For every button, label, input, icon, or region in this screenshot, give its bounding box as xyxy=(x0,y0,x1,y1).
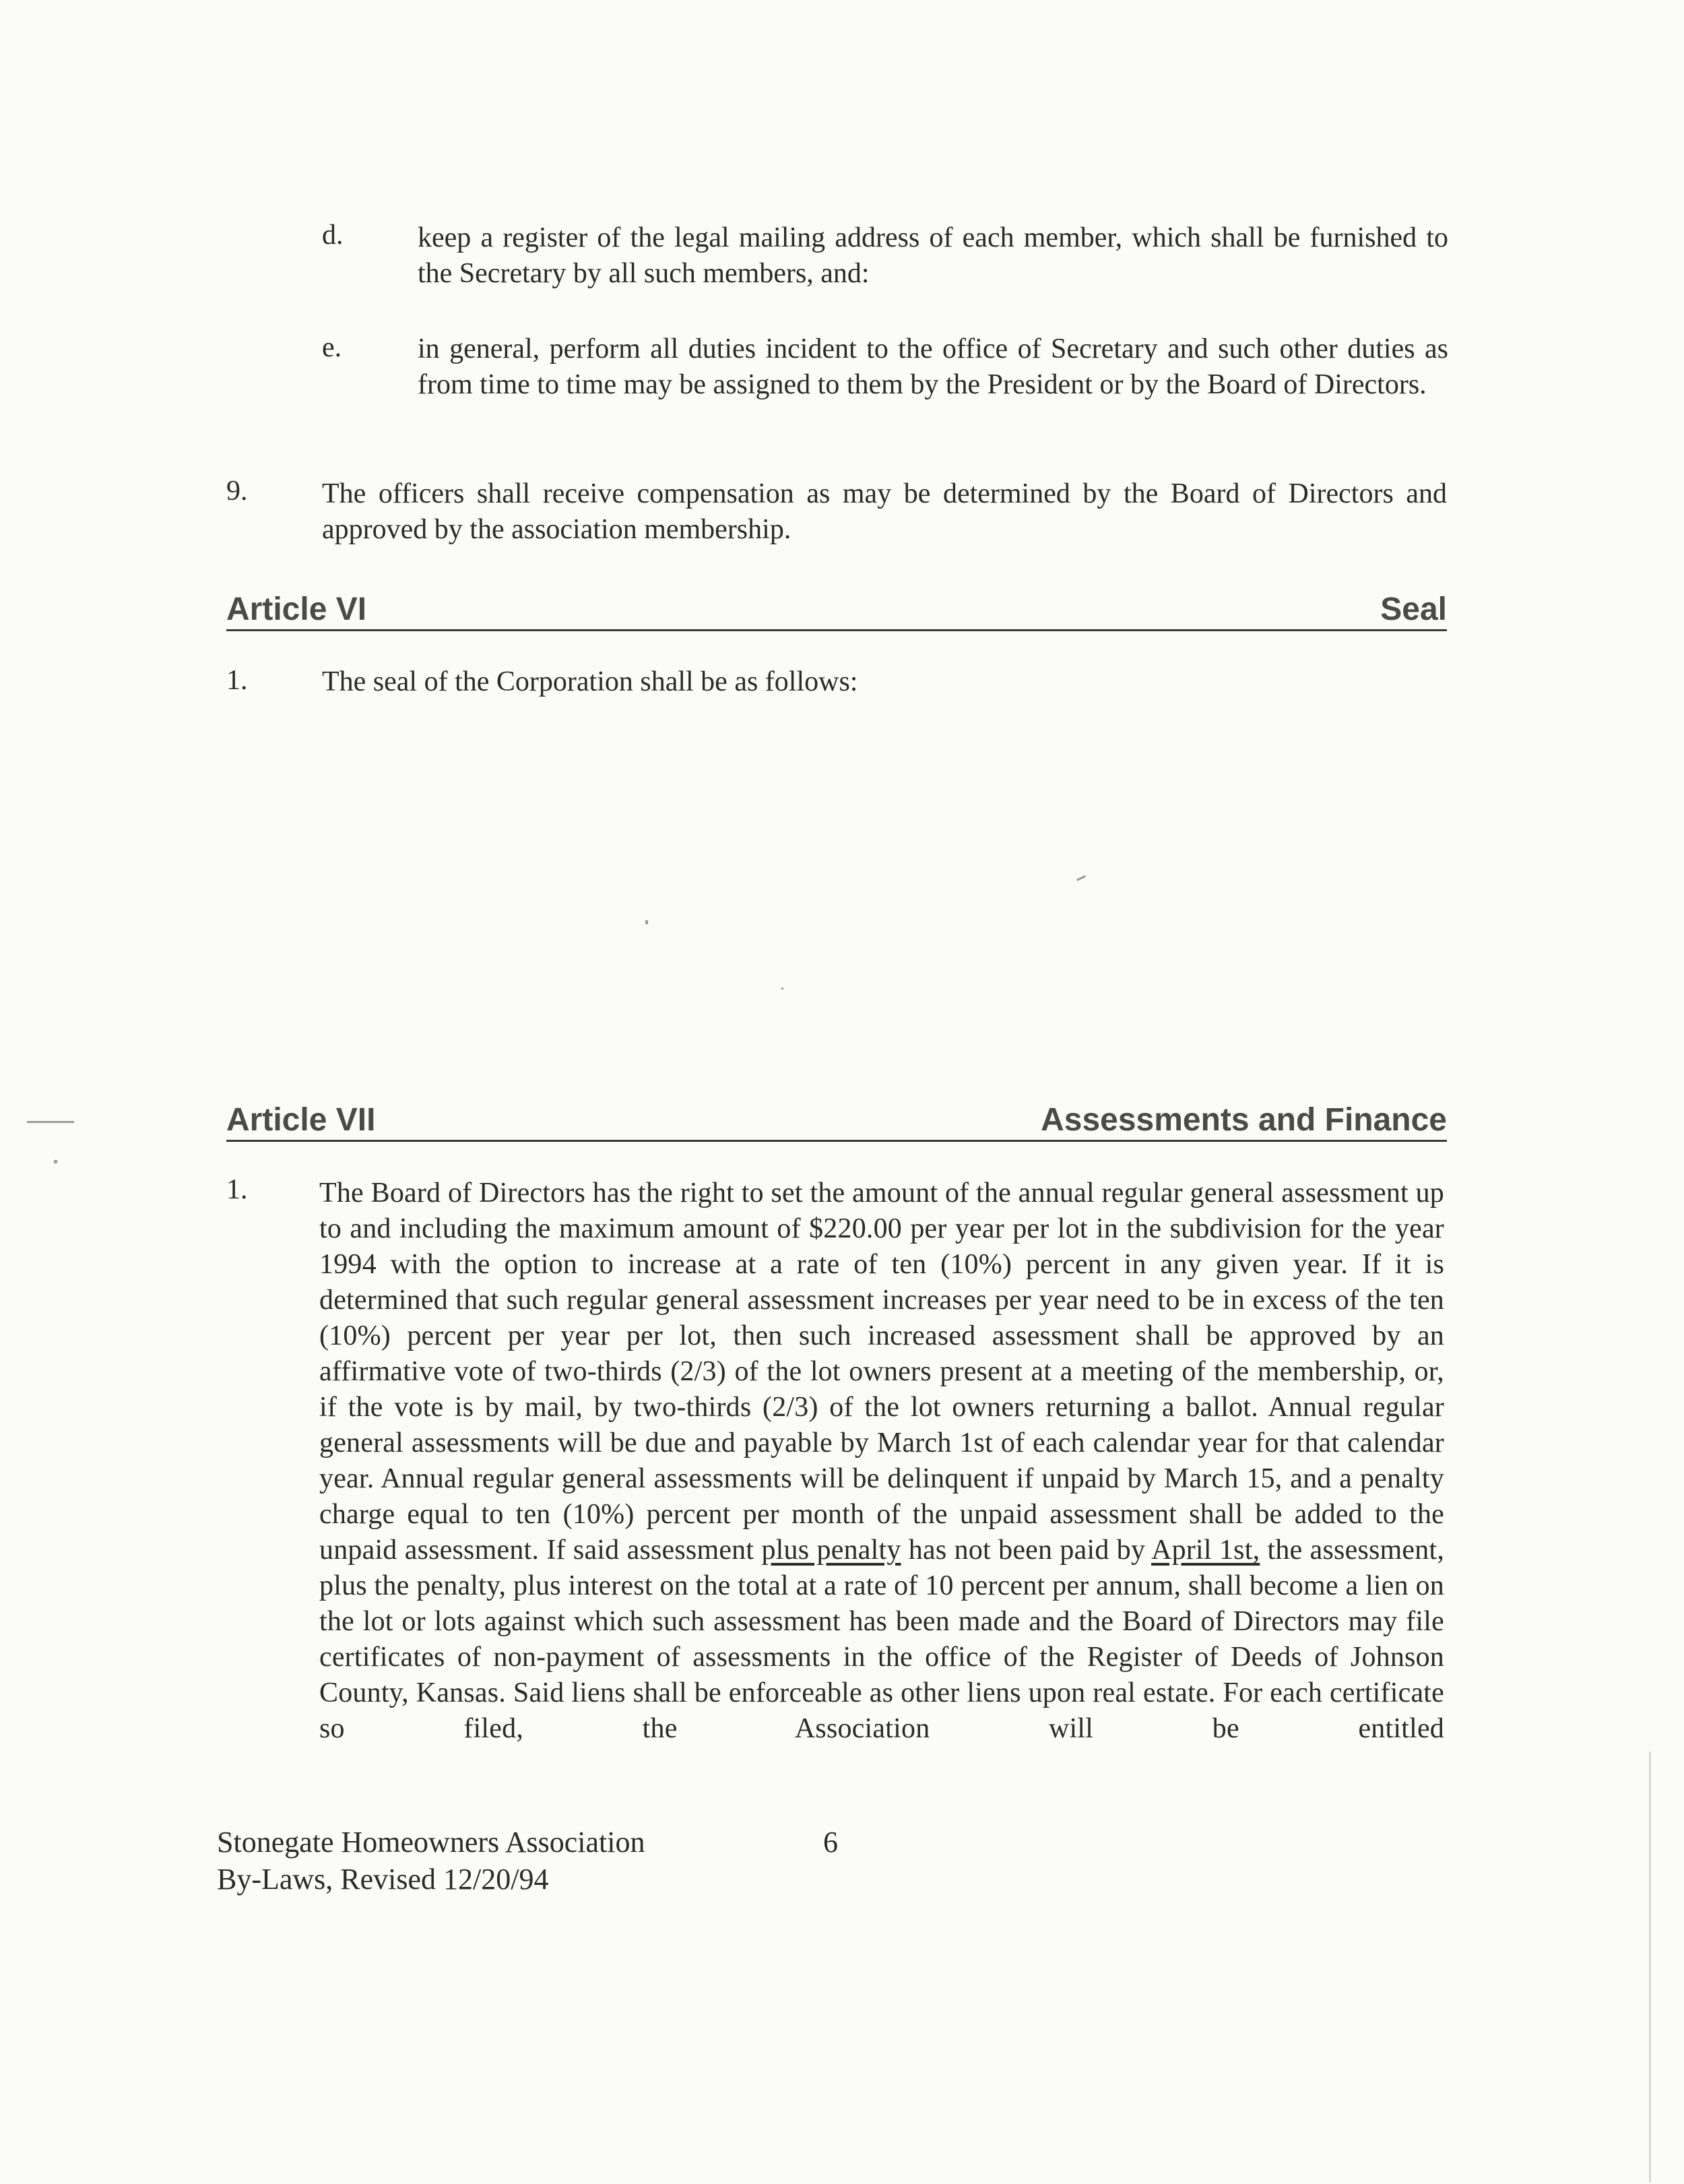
item-label-9: 9. xyxy=(226,476,248,507)
article-vi-item-label: 1. xyxy=(226,665,248,696)
article-vii-subject: Assessments and Finance xyxy=(1041,1102,1447,1138)
scan-mark xyxy=(27,1121,74,1123)
scan-mark xyxy=(645,920,648,924)
article-vii-text-after: the assessment, plus the penalty, plus interest on the total at a rate of 10 percent per annum, shall become a lien on the lot or lots against which such assessment has been made and the Board of Directors may file certificates of non-payment of assessments in the office of the Register of Deeds of Johnson County, Kansas. Said liens shall be enforceable as other liens upon real estate. For each certificate so filed, the Association will be entitled xyxy=(319,1535,1445,1744)
article-vi-item-text: The seal of the Corporation shall be as follows: xyxy=(322,666,858,697)
article-vii-title: Article VII xyxy=(226,1102,376,1138)
article-vi-subject: Seal xyxy=(1380,591,1447,627)
article-vii-item-label: 1. xyxy=(226,1174,248,1205)
item-text-9: The officers shall receive compensation as may be determined by the Board of Directors and approved by the association membership. xyxy=(322,478,1447,545)
footer-org: Stonegate Homeowners Association xyxy=(217,1826,645,1859)
item-label-e: e. xyxy=(322,332,342,363)
scan-mark xyxy=(781,988,783,990)
article-vii-heading xyxy=(226,1098,1447,1142)
article-vi-title: Article VI xyxy=(226,591,367,627)
underlined-april-1st: April 1st, xyxy=(1151,1535,1260,1566)
article-vii-text-middle: has not been paid by xyxy=(908,1535,1146,1566)
article-vi-heading xyxy=(226,587,1447,631)
item-text-d: keep a register of the legal mailing address of each member, which shall be furnished to the Secretary by all such members, and: xyxy=(418,222,1448,289)
item-text-e: in general, perform all duties incident to the office of Secretary and such other duties as from time to time may be assigned to them by the President or by the Board of Directors. xyxy=(418,333,1448,400)
article-vii-text-before: The Board of Directors has the right to set the amount of the annual regular general assessment up to and including the maximum amount of $220.00 per year per lot in the subdivision for the year 1994 with the option to increase at a rate of ten (10%) percent in any given year. If it is determined that such regular general assessment increases per year need to be in excess of the ten (10%) percent per year per lot, then such increased assessment shall be approved by an affirmative vote of two-thirds (2/3) of the lot owners present at a meeting of the membership, or, if the vote is by mail, by two-thirds (2/3) of the lot owners returning a ballot. Annual regular general assessments will be due and payable by March 1st of each calendar year for that calendar year. Annual regular general assessments will be delinquent if unpaid by March 15, and a penalty charge equal to ten (10%) percent per month of the unpaid assessment shall be added to the unpaid assessment. If said assessment xyxy=(319,1178,1444,1566)
scan-edge-line xyxy=(1649,1752,1651,2183)
item-label-d: d. xyxy=(322,220,344,251)
scan-mark xyxy=(54,1160,57,1163)
underlined-plus-penalty: plus penalty xyxy=(761,1535,901,1566)
scan-mark xyxy=(1076,875,1086,881)
footer-revision: By-Laws, Revised 12/20/94 xyxy=(217,1863,549,1896)
article-vii-item-text xyxy=(319,1176,1444,1747)
footer-page-number: 6 xyxy=(823,1826,838,1859)
